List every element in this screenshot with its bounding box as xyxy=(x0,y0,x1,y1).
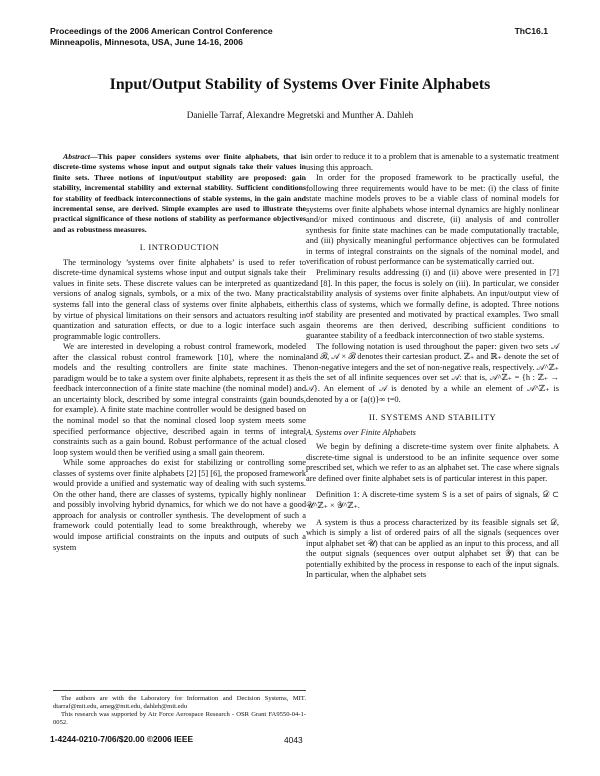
session-code: ThC16.1 xyxy=(514,26,548,36)
page-number: 4043 xyxy=(284,735,303,745)
intro-paragraph-3: While some approaches do exist for stabilizing or controlling some classes of systems over finite alphabets [2] [5] [6], the proposed framework would provide a unified and systematic way of dealing with such systems. On the other hand, there are classes of systems, typically highly nonlinear and possibly involving hybrid dynamics, for which we do not have a good approach for analysis or controller synthesis. The development of such a framework could potentially lead to some breakthrough, whereby we would impose artificial constraints on the inputs and outputs of such a system xyxy=(53,458,306,552)
systems-paragraph-1: We begin by defining a discrete-time system over finite alphabets. A discrete-time signal is understood to be an infinite sequence over some prescribed set, which we refer to as an alphabet set. The case where signals are defined over finite alphabet sets is of particular interest in this paper. xyxy=(306,442,559,483)
intro-paragraph-1: The terminology ’systems over finite alphabets’ is used to refer to discrete-time dynamical systems whose input and output signals take their values in finite sets. These discrete values can be interpreted as quantized versions of analog signals, symbols, or a mix of the two. Many practical systems fall into the general class of systems over finite alphabets, either by virtue of physical limitations on their sensors and actuators resulting in quantization and saturation effects, or due to a logic interface such as programmable logic controllers. xyxy=(53,257,306,341)
footnotes xyxy=(53,690,306,727)
section-heading-systems-and-stability: II. SYSTEMS AND STABILITY xyxy=(368,412,497,423)
abstract xyxy=(53,152,306,235)
proceedings-location: Minneapolis, Minnesota, USA, June 14-16, 2006 xyxy=(50,37,243,47)
intro-paragraph-4: In order for the proposed framework to be practically useful, the following three requirements would have to be met: (i) the class of finite state machine models proves to be a viable class of nominal models for systems over finite alphabets whose internal dynamics are highly nonlinear and/or mixed continuous and discrete, (ii) analysis of and controller synthesis for finite state machines can be made computationally tractable, and (iii) physically meaningful performance objectives can be formulated in terms of integral constraints on the signals of the nominal model, and verification of robust performance can be systematically carried out. xyxy=(306,173,559,267)
intro-paragraph-2: We are interested in developing a robust control framework, modeled after the classical robust control framework [10], where the nominal models and the resulting controllers are finite state machines. The paradigm would be to take a system over finite alphabets, represent it as the feedback interconnection of a finite state machine (the nominal model) and an uncertainty block, described by some integral constraints (gain bounds, for example). A finite state machine controller would be designed based on the nominal model so that the nominal closed loop system meets some specified performance objective, described again in terms of integral constraints such as a gain bound. Robust performance of the actual closed loop system would then be verified using a small gain theorem. xyxy=(53,342,307,457)
left-column xyxy=(53,152,306,553)
intro-paragraph-3-continued: in order to reduce it to a problem that is amenable to a systematic treatment using this approach. xyxy=(306,152,559,172)
paper-title: Input/Output Stability of Systems Over Finite Alphabets xyxy=(109,76,491,93)
abstract-text: —This paper considers systems over finite alphabets, that is discrete-time systems whose input and output signals take their values in finite sets. Three notions of input/output stability are proposed: gain stability, incremental stability and external stability. Sufficient conditions for stability of feedback interconnections of stable systems, in the gain and incremental sense, are derived. Simple examples are used to illustrate the practical significance of these notions of stability as performance objectives and as robustness measures. xyxy=(53,152,306,234)
proceedings-title: Proceedings of the 2006 American Control Conference xyxy=(50,26,273,36)
footnote-funding: This research was supported by Air Force Aerospace Research - OSR Grant FA9550-04-1-0052. xyxy=(53,711,306,727)
footnote-affiliation: The authors are with the Laboratory for Information and Decision Systems, MIT. dtarraf@mit.edu, ameg@mit.edu, dahleh@mit.edu xyxy=(53,695,306,711)
right-column xyxy=(306,152,559,581)
definition-1: Definition 1: A discrete-time system S is a set of pairs of signals, 𝒟 ⊂ 𝒰^ℤ₊ × 𝒴^ℤ₊. xyxy=(306,490,559,510)
intro-paragraph-5: Preliminary results addressing (i) and (ii) above were presented in [7] and [8]. In this paper, the focus is solely on (iii). In particular, we consider stability analysis of systems over finite alphabets. An input/output view of this class of systems, which we formally define, is adopted. Three notions of stability are presented and motivated by practical examples. Two small gain theorems are then derived, describing sufficient conditions to guarantee stability of a feedback interconnection of two stable systems. xyxy=(306,268,559,341)
systems-paragraph-2: A system is thus a process characterized by its feasible signals set 𝒟, which is simply a list of ordered pairs of all the signals (sequences over input alphabet set 𝒰) that can be applied as an input to this process, and all the output signals (sequences over output alphabet set 𝒴) that can be potentially exhibited by the process in response to each of the input signals. In particular, when the alphabet sets xyxy=(306,517,559,580)
paper-authors: Danielle Tarraf, Alexandre Megretski and Munther A. Dahleh xyxy=(186,110,414,120)
notation-paragraph: The following notation is used throughout the paper: given two sets 𝒜 and ℬ, 𝒜 × ℬ denotes their cartesian product. ℤ₊ and ℝ₊ denote the set of non-negative integers and the set of non-negative reals, respectively. 𝒜^ℤ₊ is the set of all infinite sequences over set 𝒜: that is, 𝒜^ℤ₊ = {h : ℤ₊ → 𝒜}. An element of 𝒜 is denoted by a while an element of 𝒜^ℤ₊ is denoted by a or {a(t)}∞ t=0. xyxy=(306,341,559,404)
section-heading-introduction: I. INTRODUCTION xyxy=(139,242,220,253)
isbn-copyright: 1-4244-0210-7/06/$20.00 ©2006 IEEE xyxy=(50,734,194,744)
abstract-label: Abstract xyxy=(63,152,90,161)
subsection-heading-finite-alphabets: A. Systems over Finite Alphabets xyxy=(306,427,416,437)
proceedings-header xyxy=(50,26,273,48)
